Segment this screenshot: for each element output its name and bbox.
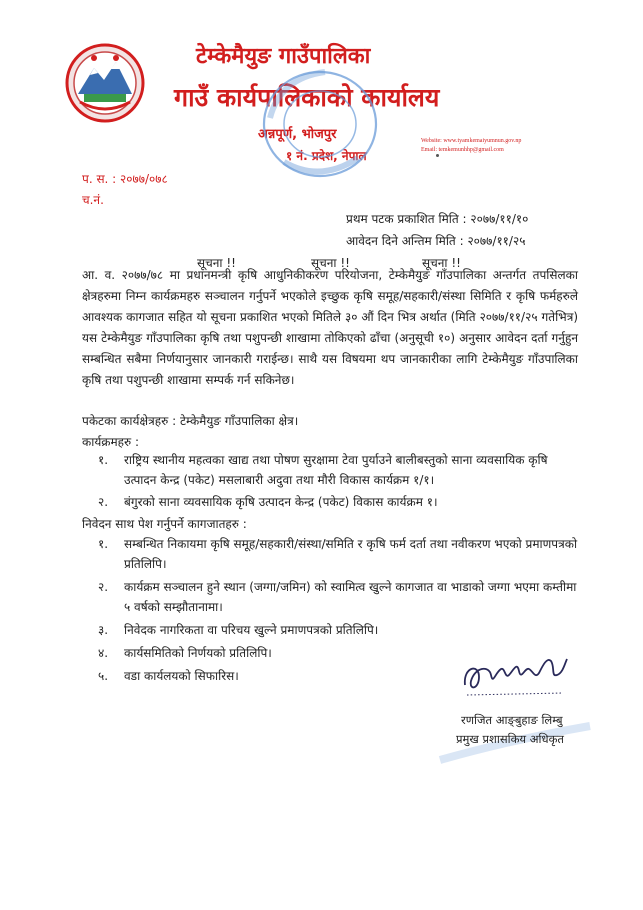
office-stamp-icon	[240, 58, 400, 190]
signatory-title: प्रमुख प्रशासकिय अधिकृत	[456, 732, 564, 746]
programs-list	[98, 450, 582, 512]
website-link[interactable]: Website: www.tyamkemaiyumnun.gov.np	[421, 138, 522, 144]
published-date: प्रथम पटक प्रकाशित मिति : २०७७/११/१०	[346, 212, 529, 226]
programs-heading: कार्यक्रमहरु :	[82, 435, 140, 449]
notice-label: सूचना !!	[422, 256, 461, 270]
list-item: १. सम्बन्धित निकायमा कृषि समूह/सहकारी/संस्था/समिति र कृषि फर्म दर्ता तथा नवीकरण भएको प्रमाणपत्रको प्रतिलिपि।	[98, 537, 578, 571]
pocket-area: पकेटका कार्यक्षेत्रहरु : टेम्केमैयुङ गाँउपालिका क्षेत्र।	[82, 414, 299, 428]
nepal-emblem-icon	[64, 42, 146, 124]
office-address: अन्नपूर्ण, भोजपुर	[258, 127, 337, 142]
notice-label: सूचना !!	[311, 256, 350, 270]
letter-number: प. स. : २०७७/०७८	[82, 172, 168, 186]
list-item: २. कार्यक्रम सञ्चालन हुने स्थान (जग्गा/जमिन) को स्वामित्व खुल्ने कागजात वा भाडाको जग्गा भएमा कम्तीमा ५ वर्षको सम्झौतानामा।	[98, 580, 577, 614]
email-link[interactable]: Email: temkemunhhp@gmail.com	[421, 147, 504, 153]
list-item: १. राष्ट्रिय स्थानीय महत्वका खाद्य तथा पोषण सुरक्षामा टेवा पुर्याउने बालीबस्तुको साना व्यवसायिक कृषि उत्पादन केन्द्र (पकेट) मसलाबारी अदुवा तथा मौरी विकास कार्यक्रम १/१।	[98, 453, 548, 487]
list-item: ४. कार्यसमितिको निर्णयको प्रतिलिपि।	[98, 646, 272, 660]
office-province: १ नं. प्रदेश, नेपाल	[286, 149, 367, 163]
docs-heading: निवेदन साथ पेश गर्नुपर्ने कागजातहरु :	[82, 517, 247, 531]
list-item: ५. वडा कार्यलयको सिफारिस।	[98, 669, 239, 683]
dispatch-number: च.नं.	[82, 193, 104, 207]
notice-paragraph: आ. व. २०७७/७८ मा प्रधानमन्त्री कृषि आधुनिकीकरण परियोजना, टेम्केमैयुङ गाँउपालिका अन्तर्गत तपसिलका क्षेत्रहरुमा निम्न कार्यक्रमहरु सञ्चालन गर्नुपर्ने भएकोले इच्छुक कृषि समूह/सहकारी/संस्था सिमिति र कृषि फर्महरुले आवश्यक कागजात सहित यो सूचना प्रकाशित भएको मितिले ३० औं दिन भित्र अर्थात (मिति २०७७/११/२५ गतेभित्र) यस टेम्केमैयुङ गाँउपालिका कृषि तथा पशुपन्छी शाखामा तोकिएको ढाँचा (अनुसूची १०) अनुसार आवेदन दर्ता गर्नुहुन सम्बन्धित सबैमा निर्णयानुसार जानकारी गराईन्छ। साथै यस विषयमा थप जानकारीका लागि टेम्केमैयुङ गाँउपालिका कृषि तथा पशुपन्छी शाखामा सम्पर्क गर्न सकिनेछ।	[82, 268, 578, 387]
municipality-name: टेम्केमैयुङ गाउँपालिका	[196, 44, 371, 69]
contact-info	[421, 137, 521, 155]
signature-icon	[455, 645, 575, 707]
list-item: ३. निवेदक नागरिकता वा परिचय खुल्ने प्रमाणपत्रको प्रतिलिपि।	[98, 623, 379, 637]
deadline-date: आवेदन दिने अन्तिम मिति : २०७७/११/२५	[346, 234, 526, 248]
signatory-name: रणजित आङ्बुहाङ लिम्बु	[461, 713, 563, 727]
list-item: २. बंगुरको साना व्यवसायिक कृषि उत्पादन केन्द्र (पकेट) विकास कार्यक्रम १।	[98, 495, 438, 509]
ink-dot	[436, 154, 439, 157]
office-name: गाउँ कार्यपालिकाको कार्यालय	[174, 83, 440, 112]
notice-label: सूचना !!	[197, 256, 236, 270]
